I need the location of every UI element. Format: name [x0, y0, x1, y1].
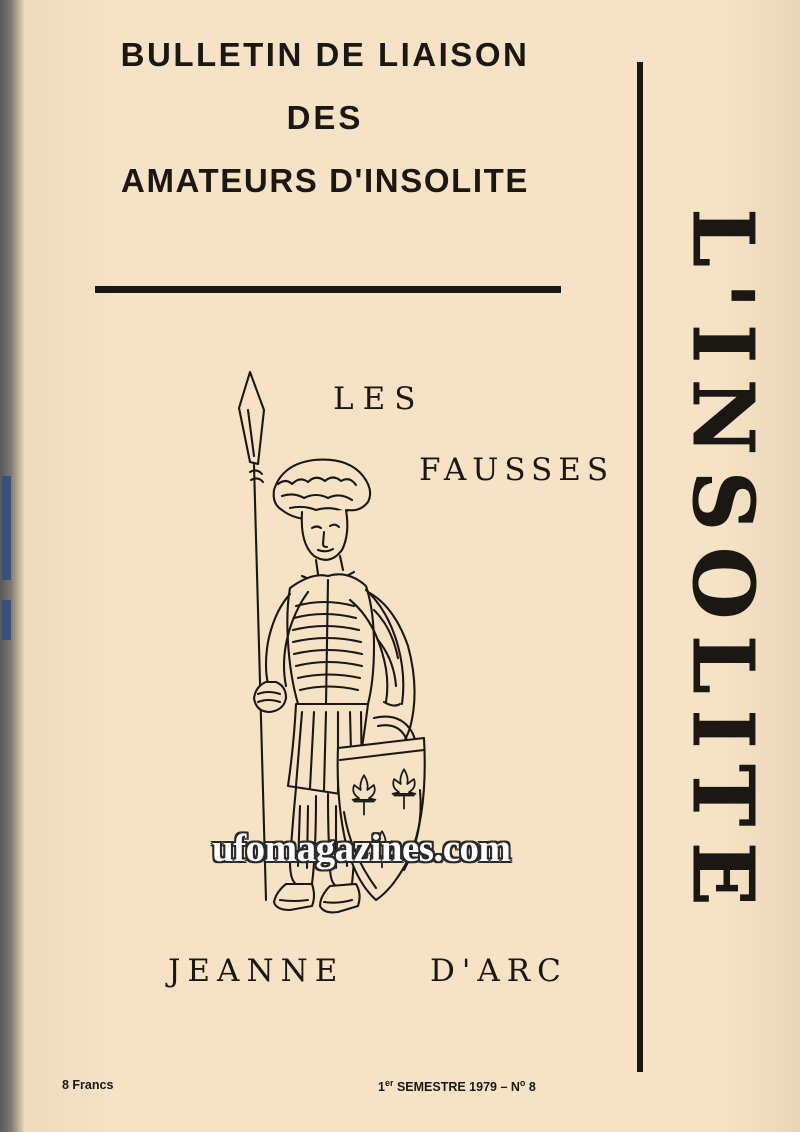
- issue-number-sup: o: [519, 1078, 526, 1088]
- cover-title-word-darc: D'ARC: [430, 953, 568, 989]
- scan-edge-shadow: [0, 0, 24, 1132]
- issue-prefix-sup: er: [384, 1078, 394, 1088]
- issue-prefix: 1: [378, 1080, 385, 1095]
- vertical-divider: [637, 62, 643, 1072]
- issue-label: [378, 1078, 536, 1094]
- issue-number: 8: [525, 1080, 536, 1095]
- masthead-line-2: DES: [286, 99, 364, 136]
- price-label: 8 Francs: [62, 1078, 114, 1092]
- scan-artifact-blue-lower: [2, 600, 11, 640]
- spine-title-area: [668, 60, 778, 1070]
- cover-title-word-fausses: FAUSSES: [419, 452, 615, 488]
- cover-title-word-les: LES: [333, 381, 425, 417]
- watermark: ufomagazines.com: [212, 827, 511, 870]
- cover-title-word-jeanne: JEANNE: [168, 953, 345, 989]
- masthead: [40, 38, 610, 197]
- horizontal-divider: [95, 286, 561, 293]
- issue-text: SEMESTRE 1979 – N: [393, 1080, 520, 1095]
- masthead-line-1: BULLETIN DE LIAISON: [120, 36, 530, 73]
- spine-title: L'INSOLITE: [674, 208, 772, 922]
- scan-artifact-blue-upper: [2, 476, 11, 580]
- masthead-line-3: AMATEURS D'INSOLITE: [121, 162, 529, 199]
